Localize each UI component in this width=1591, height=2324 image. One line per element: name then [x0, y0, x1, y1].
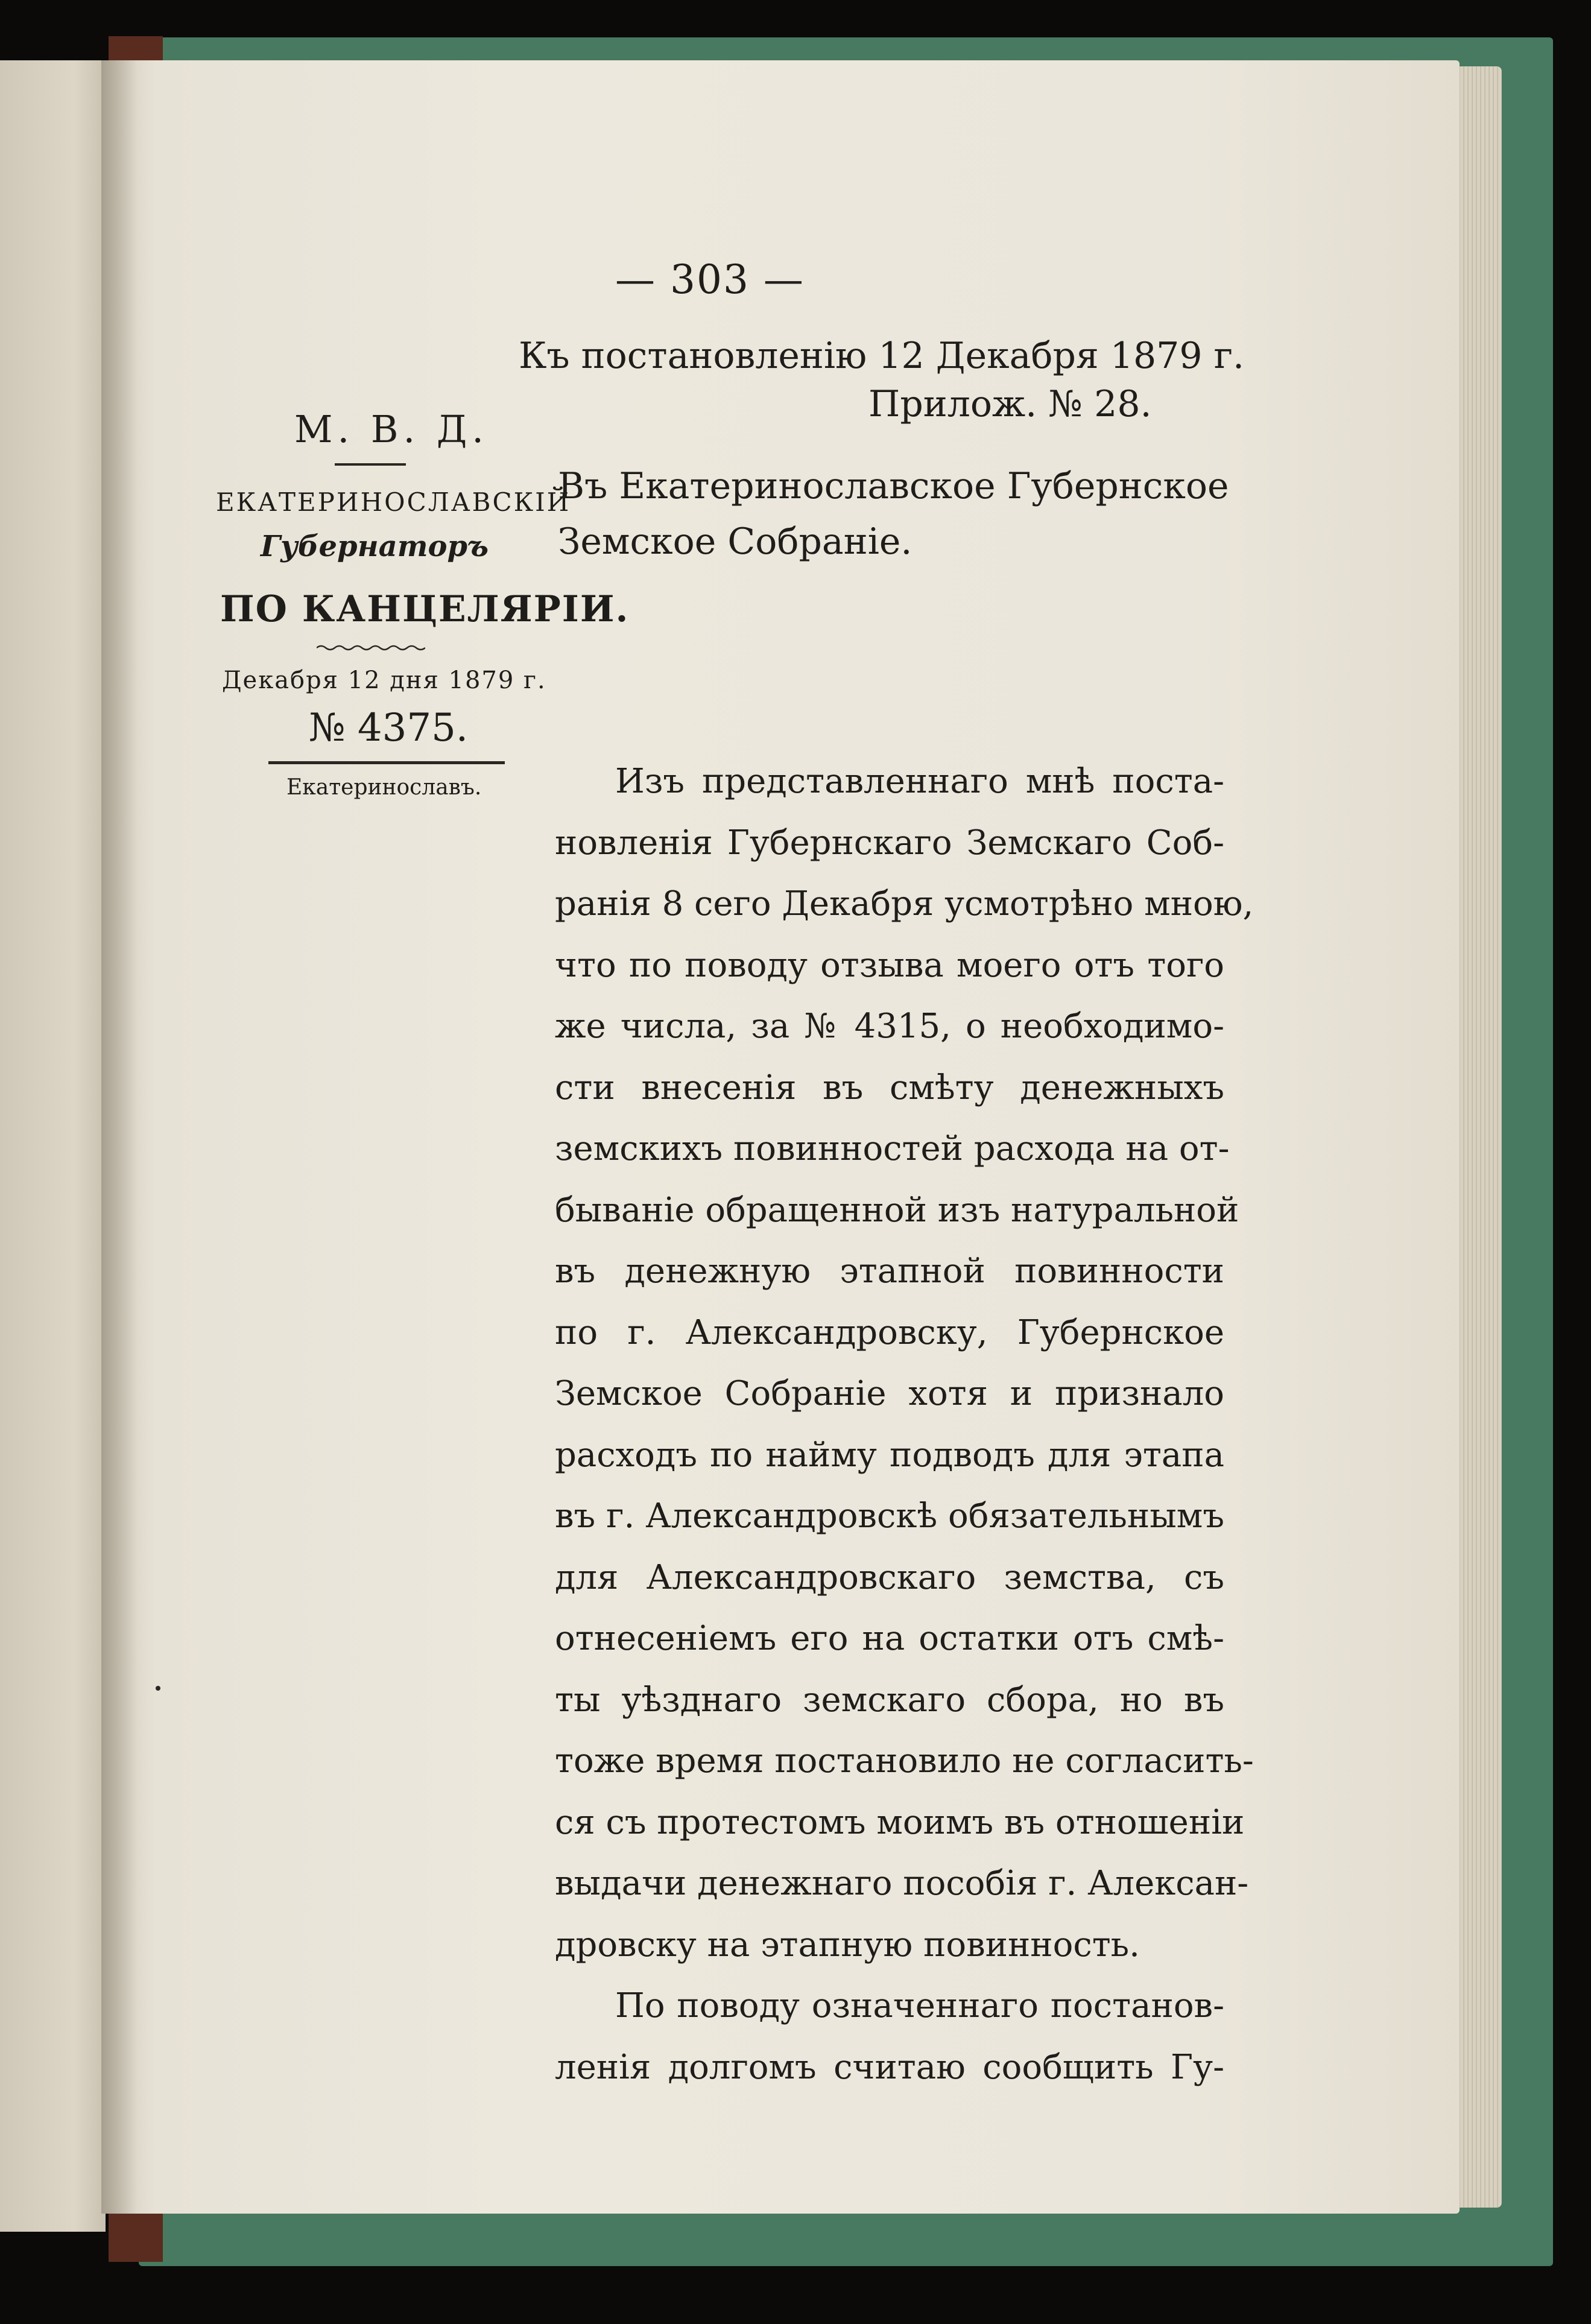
body-line: тоже время постановило не согласить-: [555, 1741, 1254, 1781]
divider-rule-2: [268, 761, 505, 764]
letter-place: Екатеринославъ.: [286, 775, 482, 800]
ink-speck: [156, 1686, 160, 1691]
department-name: ПО КАНЦЕЛЯРІИ.: [220, 588, 630, 630]
body-line: по г. Александровску, Губернское: [555, 1312, 1224, 1352]
addressee: [558, 458, 1229, 569]
body-line: отнесеніемъ его на остатки отъ смѣ-: [555, 1619, 1224, 1658]
body-line: выдачи денежнаго пособія г. Алексан-: [555, 1864, 1249, 1903]
divider-rule: [335, 463, 406, 466]
gutter-shadow: [101, 60, 138, 2214]
body-line: бываніе обращенной изъ натуральной: [555, 1190, 1239, 1230]
body-line: земскихъ повинностей расхода на от-: [555, 1129, 1230, 1168]
body-line: ся съ протестомъ моимъ въ отношеніи: [555, 1802, 1245, 1842]
office-title: Губернаторъ: [261, 530, 489, 563]
body-line: По поводу означеннаго постанов-: [615, 1986, 1224, 2025]
ministry-abbreviation: М. В. Д.: [294, 407, 489, 451]
addressee-line-2: Земское Собраніе.: [558, 521, 913, 563]
body-line: новленія Губернскаго Земскаго Соб-: [555, 823, 1224, 863]
letter-number: № 4375.: [309, 706, 469, 750]
body-line: что по поводу отзыва моего отъ того: [555, 945, 1224, 985]
body-line: для Александровскаго земства, съ: [555, 1557, 1224, 1597]
body-line: въ денежную этапной повинности: [555, 1252, 1224, 1291]
page-number: — 303 —: [615, 256, 805, 303]
appendix-line: Прилож. № 28.: [868, 383, 1152, 425]
body-line: ленія долгомъ считаю сообщить Гу-: [555, 2047, 1224, 2087]
wavy-rule: [317, 644, 425, 651]
body-line: дровску на этапную повинность.: [555, 1925, 1140, 1965]
body-line: расходъ по найму подводъ для этапа: [555, 1435, 1224, 1475]
office-name: ЕКАТЕРИНОСЛАВСКІЙ: [216, 487, 571, 517]
body-line: же числа, за № 4315, о необходимо-: [555, 1007, 1224, 1046]
facing-page: [0, 60, 106, 2232]
body-line: Изъ представленнаго мнѣ поста-: [615, 762, 1224, 801]
body-line: въ г. Александровскѣ обязательнымъ: [555, 1496, 1224, 1536]
letter-body: [555, 751, 1254, 2098]
letter-date: Декабря 12 дня 1879 г.: [222, 666, 546, 694]
body-line: сти внесенія въ смѣту денежныхъ: [555, 1068, 1224, 1107]
body-line: ранія 8 сего Декабря усмотрѣно мною,: [555, 884, 1254, 923]
body-line: Земское Собраніе хотя и признало: [555, 1374, 1224, 1413]
reference-line: Къ постановленію 12 Декабря 1879 г.: [519, 335, 1245, 377]
addressee-line-1: Въ Екатеринославское Губернское: [558, 465, 1229, 507]
body-line: ты уѣзднаго земскаго сбора, но въ: [555, 1680, 1224, 1720]
